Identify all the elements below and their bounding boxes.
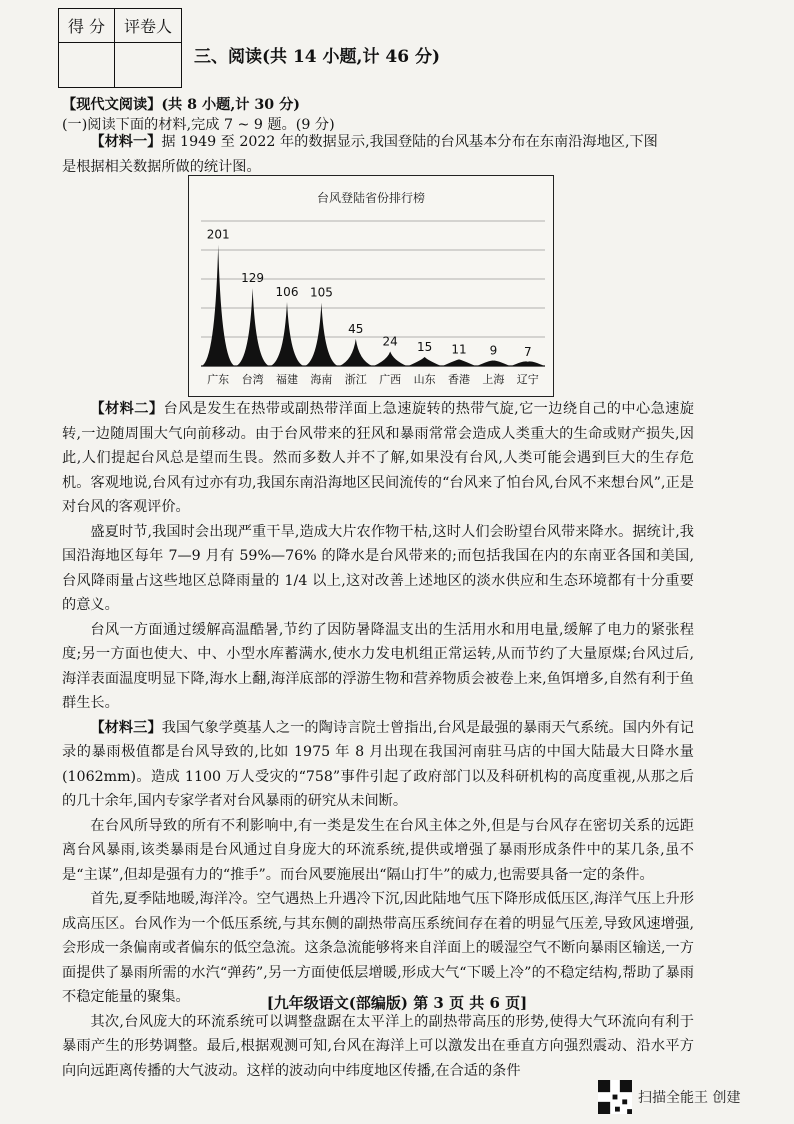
chart-category-label: 山东 <box>413 373 436 386</box>
chart-category-label: 广西 <box>379 373 402 386</box>
chart-category-label: 海南 <box>310 373 333 386</box>
material-one-label: 【材料一】 <box>90 134 162 150</box>
page-footer: [九年级语文(部编版) 第 3 页 共 6 页] <box>266 994 528 1012</box>
material-two-label: 【材料二】 <box>90 401 164 417</box>
material-three-p1: 我国气象学奠基人之一的陶诗言院士曾指出,台风是最强的暴雨天气系统。国内外有记录的暴雨极值都是台风导致的,比如 1975 年 8 月出现在我国河南驻马店的中国大陆最大日降水量(1062mm)。造成 1100 万人受灾的“758”事件引起了政府部门以及科研机构的高度重视,从那之后的几十余年,国内专家学者对台风暴雨的研究从未间断。 <box>62 719 694 809</box>
chart-category-label: 广东 <box>207 373 230 386</box>
watermark-text: 扫描全能王 创建 <box>638 1090 741 1106</box>
chart-value-label: 7 <box>523 344 532 359</box>
chart-category-label: 浙江 <box>344 373 367 386</box>
chart-spike <box>339 339 372 366</box>
grader-cell[interactable] <box>115 43 181 87</box>
chart-spike <box>236 288 269 366</box>
material-three-p3: 首先,夏季陆地暖,海洋冷。空气遇热上升遇冷下沉,因此陆地气压下降形成低压区,海洋气压上升形成高压区。台风作为一个低压系统,与其东侧的副热带高压系统间存在着的明显气压差,导致风速增强,会形成一条偏南或者偏东的低空急流。这条急流能够将来自洋面上的暖湿空气不断向暴雨区输送,一方面提供了暴雨所需的水汽“弹药”,另一方面使低层增暖,形成大气“下暖上冷”的不稳定结构,帮助了暴雨不稳定能量的聚集。 <box>62 891 694 1005</box>
qr-code-icon <box>598 1080 632 1114</box>
scanner-watermark <box>598 1080 740 1114</box>
chart-category-label: 上海 <box>482 373 505 386</box>
chart-spike <box>270 302 303 366</box>
chart-value-label: 106 <box>275 284 299 299</box>
chart-spike <box>202 245 235 366</box>
material-three-p4: 其次,台风庞大的环流系统可以调整盘踞在太平洋上的副热带高压的形势,使得大气环流向有利于暴雨产生的形势调整。最后,根据观测可知,台风在海洋上可以激发出在垂直方向强烈震动、沿水平方向向远距离传播的大气波动。这样的波动向中纬度地区传播,在合适的条件 <box>62 1013 694 1079</box>
score-cell[interactable] <box>59 43 115 87</box>
chart-value-label: 129 <box>241 271 265 286</box>
chart-value-label: 201 <box>206 227 230 242</box>
chart-value-label: 9 <box>489 343 498 358</box>
chart-title: 台风登陆省份排行榜 <box>316 191 426 205</box>
chart-value-label: 24 <box>382 334 398 349</box>
score-box <box>58 8 182 88</box>
chart-value-label: 45 <box>348 321 364 336</box>
material-one <box>62 130 694 179</box>
grader-label: 评卷人 <box>115 9 181 43</box>
chart-spike <box>511 361 544 366</box>
material-one-line2: 是根据相关数据所做的统计图。 <box>62 158 261 175</box>
chart-category-label: 香港 <box>448 373 470 386</box>
material-three-p2: 在台风所导致的所有不利影响中,有一类是发生在台风主体之外,但是与台风存在密切关系的远距离台风暴雨,该类暴雨是台风通过自身庞大的环流系统,提供或增强了暴雨形成条件中的某几条,虽不是“主谋”,但却是强有力的“推手”。而台风要施展出“隔山打牛”的威力,也需要具备一定的条件。 <box>62 817 694 883</box>
chart-category-label: 福建 <box>276 373 298 386</box>
subsection-title: 【现代文阅读】(共 8 小题,计 30 分) <box>62 97 300 113</box>
chart-spike <box>477 361 510 366</box>
chart-spike <box>442 359 475 366</box>
chart-spike <box>374 352 407 367</box>
material-two <box>62 397 694 1083</box>
chart-value-label: 11 <box>451 342 467 357</box>
chart-category-label: 台湾 <box>241 373 264 386</box>
material-two-p3: 台风一方面通过缓解高温酷暑,节约了因防暑降温支出的生活用水和用电量,缓解了电力的紧张程度;另一方面也使大、中、小型水库蓄满水,使水力发电机组正常运转,从而节约了大量原煤;台风过后,海洋表面温度明显下降,海水上翻,海洋底部的浮游生物和营养物质会被卷上来,鱼饵增多,自然有利于鱼群生长。 <box>62 621 694 711</box>
material-one-line1: 据 1949 至 2022 年的数据显示,我国登陆的台风基本分布在东南沿海地区,下图 <box>161 134 658 150</box>
chart-value-label: 105 <box>309 285 333 300</box>
section-title: 三、阅读(共 14 小题,计 46 分) <box>194 47 440 67</box>
chart-spike <box>305 303 338 366</box>
material-two-p2: 盛夏时节,我国时会出现严重干旱,造成大片农作物干枯,这时人们会盼望台风带来降水。据统计,我国沿海地区每年 7—9 月有 59%—76% 的降水是台风带来的;而包括我国在内的东南亚各国和美国,台风降雨量占这些地区总降雨量的 1/4 以上,这对改善上述地区的淡水供应和生态环境都有十分重要的意义。 <box>62 523 694 613</box>
instruction: (一)阅读下面的材料,完成 7 ~ 9 题。(9 分) <box>62 117 335 133</box>
typhoon-chart <box>188 175 554 397</box>
material-two-p1: 台风是发生在热带或副热带洋面上急速旋转的热带气旋,它一边绕自己的中心急速旋转,一边随周围大气向前移动。由于台风带来的狂风和暴雨常常会造成人类重大的生命或财产损失,因此,人们提起台风总是望而生畏。然而多数人并不了解,如果没有台风,人类可能会遇到巨大的生存危机。客观地说,台风有过亦有功,我国东南沿海地区民间流传的“台风来了怕台风,台风不来想台风”,正是对台风的客观评价。 <box>62 401 694 515</box>
chart-value-label: 15 <box>416 339 433 354</box>
material-three-label: 【材料三】 <box>90 719 162 736</box>
chart-category-label: 辽宁 <box>516 373 539 386</box>
score-label: 得 分 <box>59 9 115 43</box>
chart-spike <box>408 357 441 366</box>
chart-svg <box>189 176 553 396</box>
